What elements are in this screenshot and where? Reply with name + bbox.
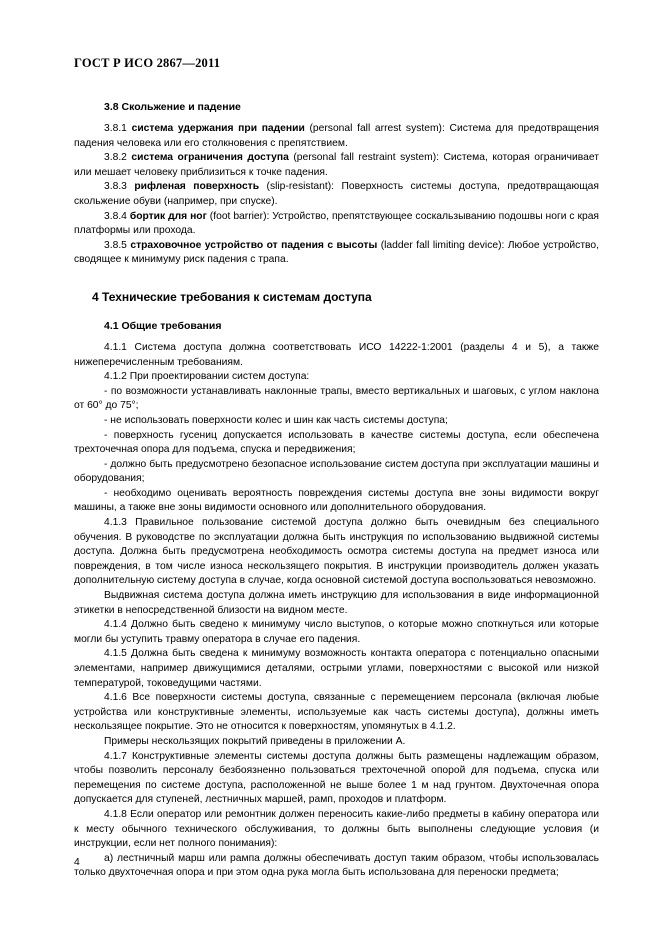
clause-text: Должна быть сведена к минимуму возможность контакта оператора с потенциально опасными элементами, например движущимися деталями, острыми углами, поверхностями с высокой или низкой температурой, токоведущими частями. — [74, 648, 599, 689]
bullet-item: - поверхность гусениц допускается использовать в качестве системы доступа, если обеспечена трехточечная опора для подъема, спуска и передвижения; — [74, 429, 599, 456]
section-heading-4-1: 4.1 Общие требования — [104, 319, 222, 332]
clause-number: 4.1.8 — [104, 808, 127, 820]
clause-number: 3.8.4 — [104, 210, 127, 222]
clause-4-1-8 — [74, 808, 599, 852]
page-number: 4 — [74, 857, 80, 868]
clause-text: Конструктивные элементы системы доступа должны быть размещены надлежащим образом, чтобы позволить персоналу безбоязненно пользоваться трехточечной опорой для подъема, спуска или перемещения по системе доступа, расположенной не выше более 1 м над грунтом. Двухточечная опора допускается для ступеней, лестничных маршей, рамп, проходов и платформ. — [74, 750, 599, 806]
clause-4-1-2 — [74, 370, 599, 385]
definition-3-8-5 — [74, 239, 599, 268]
defined-term: рифленая поверхность — [134, 181, 260, 193]
clause-4-1-4 — [74, 618, 599, 647]
clause-number: 4.1.4 — [104, 619, 127, 631]
definition-text: (personal fall restraint system): Система, которая ограничивает или мешает человеку приблизиться к точке падения. — [74, 152, 599, 178]
bullet-item: - не использовать поверхности колес и шин как часть системы доступа; — [104, 414, 448, 426]
clause-4-1-3-note: Выдвижная система доступа должна иметь инструкцию для использования в виде информационной этикетки в непосредственной близости на видном месте. — [74, 590, 599, 616]
clause-text: лестничный марш или рампа должны обеспечивать доступ таким образом, чтобы использовалась только двухточечная опора и при этом одна рука могла быть использована для переноски предмета; — [74, 852, 599, 879]
clause-number: 4.1.3 — [104, 517, 127, 529]
clause-text: Все поверхности системы доступа, связанные с перемещением персонала (включая любые устройства или конструктивные элементы, используемые как часть системы доступа), должны иметь нескользящее покрытие. Это не относится к поверхностям, упомянутых в 4.1.2. — [74, 692, 599, 733]
bullet-item: - по возможности устанавливать наклонные трапы, вместо вертикальных и шаговых, с углом наклона от 60° до 75°; — [74, 385, 599, 412]
defined-term: бортик для ног — [129, 210, 207, 222]
definition-3-8-1 — [74, 122, 599, 151]
bullet-item: - должно быть предусмотрено безопасное использование систем доступа при эксплуатации машины и оборудования; — [74, 458, 599, 485]
clause-4-1-7 — [74, 750, 599, 808]
definition-3-8-4 — [74, 210, 599, 239]
definition-text: (ladder fall limiting device): Любое устройство, сводящее к минимуму риск падения с трапа. — [74, 239, 599, 266]
clause-4-1-1 — [74, 341, 599, 370]
clause-number: 4.1.6 — [104, 692, 127, 704]
defined-term: система удержания при падении — [131, 123, 305, 134]
clause-4-1-5 — [74, 647, 599, 691]
section-heading-3-8: 3.8 Скольжение и падение — [104, 101, 241, 113]
clause-number: 3.8.1 — [104, 123, 127, 134]
clause-text: Должно быть сведено к минимуму число выступов, о которые можно споткнуться или которые могли бы уступить травму оператора в случае его падения. — [74, 619, 599, 645]
clause-4-1-6 — [74, 691, 599, 735]
definition-text: (slip-resistant): Поверхность системы доступа, предотвращающая скольжение обуви (например, при спуске). — [74, 181, 599, 207]
clause-4-1-3 — [74, 516, 599, 589]
clause-number: а) — [104, 852, 114, 864]
clause-text: При проектировании систем доступа: — [129, 371, 310, 383]
bullet-item: - необходимо оценивать вероятность повреждения системы доступа вне зоны видимости вокруг машины, а также вне зоны видимости основного или дополнительного оборудования. — [74, 487, 599, 514]
chapter-heading-4: 4 Технические требования к системам доступа — [92, 289, 372, 304]
clause-number: 3.8.5 — [104, 239, 127, 251]
defined-term: страховочное устройство от падения с высоты — [130, 239, 378, 251]
clause-4-1-8-a — [74, 852, 599, 881]
clause-number: 3.8.2 — [104, 152, 127, 164]
definition-text: (foot barrier): Устройство, препятствующее соскальзыванию подошвы ноги с края платформы или прохода. — [74, 210, 599, 237]
defined-term: система ограничения доступа — [131, 152, 289, 164]
definition-3-8-2 — [74, 151, 599, 180]
clause-text: Если оператор или ремонтник должен переносить какие-либо предметы в кабину оператора или к месту обычного технического обслуживания, то должны быть выполнены следующие условия (и инструкции, если нет полного понимания): — [74, 808, 599, 850]
definition-text: (personal fall arrest system): Система для предотвращения падения человека или его столкновения с препятствием. — [74, 123, 599, 149]
clause-text: Правильное пользование системой доступа должно быть очевидным без специального обучения. В руководстве по эксплуатации должна быть инструкция по использованию выдвижной системы доступа. Должна быть предусмотрена необходимость осмотра системы доступа на предмет износа или повреждения, в том числе износа нескользящего покрытия. В инструкции производитель должен указать дополнительную систему доступа в случае, когда основной системой доступа воспользоваться невозможно. — [74, 517, 599, 587]
clause-number: 4.1.5 — [104, 648, 127, 660]
definition-3-8-3 — [74, 180, 599, 209]
clause-number: 4.1.1 — [104, 341, 127, 353]
page-header: ГОСТ Р ИСО 2867—2011 — [74, 56, 221, 70]
clause-number: 3.8.3 — [104, 181, 127, 193]
clause-number: 4.1.2 — [104, 371, 127, 383]
clause-4-1-6-note: Примеры нескользящих покрытий приведены в приложении А. — [104, 735, 406, 747]
clause-text: Система доступа должна соответствовать ИСО 14222-1:2001 (разделы 4 и 5), а также нижеперечисленным требованиям. — [74, 341, 599, 368]
clause-number: 4.1.7 — [104, 750, 127, 762]
